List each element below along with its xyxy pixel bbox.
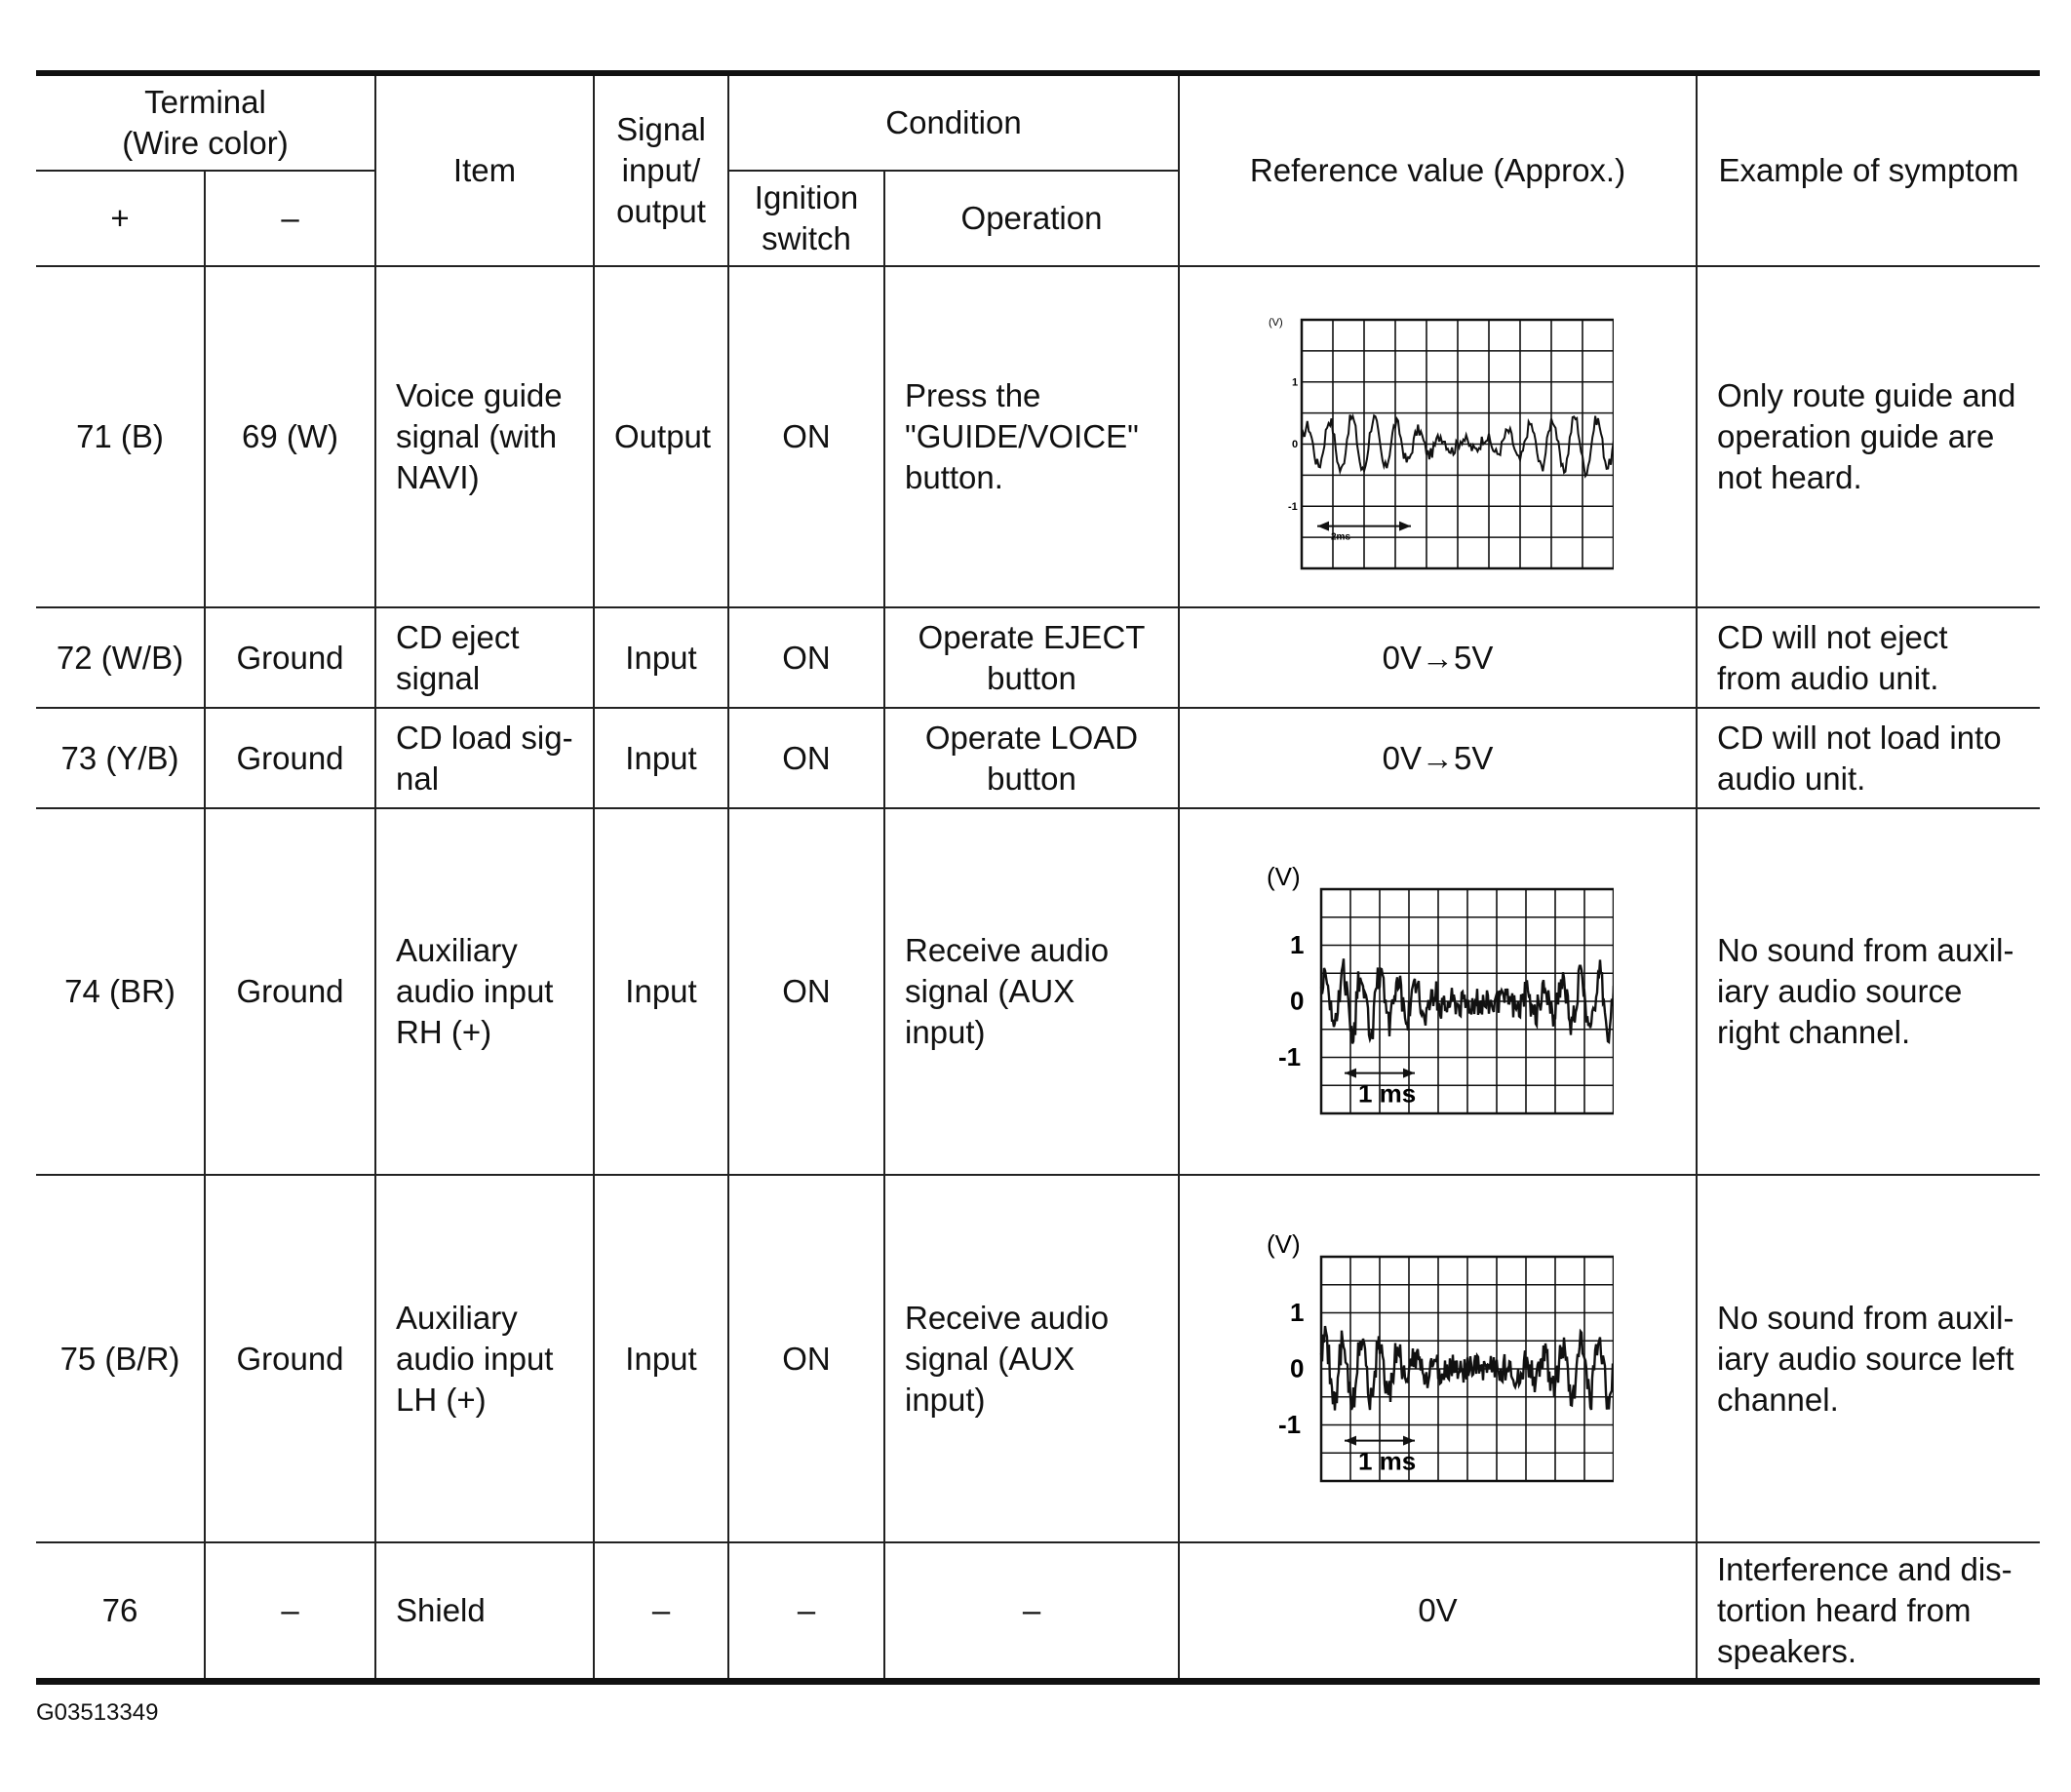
operation: Operate EJECT button	[884, 607, 1179, 708]
waveform-tick-mid: 0	[1289, 1353, 1304, 1383]
terminal-plus: 76	[36, 1542, 205, 1682]
time-scale-label: 1 ms	[1357, 1446, 1416, 1476]
example-symptom: CD will not eject from audio unit.	[1697, 607, 2040, 708]
terminal-plus: 72 (W/B)	[36, 607, 205, 708]
terminal-reference-sheet	[36, 70, 2040, 1685]
waveform-tick-bottom: -1	[1287, 500, 1298, 513]
example-symptom: Interference and dis- tortion heard from speakers.	[1697, 1542, 2040, 1682]
example-symptom: CD will not load into audio unit.	[1697, 708, 2040, 808]
header-plus: +	[36, 171, 205, 266]
item-description: Voice guide signal (with NAVI)	[375, 266, 594, 607]
signal-io: Output	[594, 266, 728, 607]
table-row	[36, 708, 2040, 808]
table-row	[36, 266, 2040, 607]
terminal-minus: Ground	[205, 808, 375, 1175]
oscilloscope-waveform	[1263, 860, 1614, 1123]
reference-value	[1179, 607, 1697, 708]
item-description: Shield	[375, 1542, 594, 1682]
header-condition: Condition	[728, 73, 1179, 171]
terminal-plus: 74 (BR)	[36, 808, 205, 1175]
terminal-minus: –	[205, 1542, 375, 1682]
item-description: CD eject signal	[375, 607, 594, 708]
reference-value-text: 0V	[1418, 1592, 1458, 1628]
terminal-minus: Ground	[205, 607, 375, 708]
reference-value-text: 0V→5V	[1382, 639, 1494, 676]
operation: Receive audio signal (AUX input)	[884, 808, 1179, 1175]
example-symptom: No sound from auxil- iary audio source right channel.	[1697, 808, 2040, 1175]
reference-value	[1179, 708, 1697, 808]
example-symptom: No sound from auxil- iary audio source left channel.	[1697, 1175, 2040, 1542]
item-description: CD load sig- nal	[375, 708, 594, 808]
waveform-tick-mid: 0	[1291, 439, 1298, 451]
waveform-tick-top: 1	[1289, 930, 1304, 960]
signal-io: Input	[594, 808, 728, 1175]
header-signal-io: Signal input/ output	[594, 73, 728, 266]
terminal-plus: 71 (B)	[36, 266, 205, 607]
table-row	[36, 607, 2040, 708]
waveform-tick-bottom: -1	[1277, 1409, 1301, 1439]
table-body	[36, 266, 2040, 1682]
waveform-tick-mid: 0	[1289, 986, 1304, 1016]
ignition-switch: ON	[728, 808, 884, 1175]
operation: Press the "GUIDE/VOICE" button.	[884, 266, 1179, 607]
reference-value	[1179, 1542, 1697, 1682]
table-row	[36, 1175, 2040, 1542]
terminal-minus: 69 (W)	[205, 266, 375, 607]
waveform-unit-label: (V)	[1268, 317, 1283, 329]
ignition-switch: ON	[728, 266, 884, 607]
signal-io: Input	[594, 708, 728, 808]
terminal-minus: Ground	[205, 708, 375, 808]
header-ignition: Ignition switch	[728, 171, 884, 266]
signal-io: –	[594, 1542, 728, 1682]
time-marker-arrow-right	[1399, 522, 1411, 531]
waveform-tick-bottom: -1	[1277, 1042, 1301, 1072]
terminal-table	[36, 70, 2040, 1685]
time-scale-label: 2ms	[1330, 531, 1350, 543]
ignition-switch: –	[728, 1542, 884, 1682]
header-minus: –	[205, 171, 375, 266]
figure-code: G03513349	[36, 1699, 159, 1726]
time-scale-label: 1 ms	[1357, 1078, 1416, 1109]
waveform-unit-label: (V)	[1266, 862, 1301, 891]
header-terminal: Terminal (Wire color)	[36, 73, 375, 171]
operation: –	[884, 1542, 1179, 1682]
item-description: Auxiliary audio input LH (+)	[375, 1175, 594, 1542]
example-symptom: Only route guide and operation guide are not heard.	[1697, 266, 2040, 607]
item-description: Auxiliary audio input RH (+)	[375, 808, 594, 1175]
terminal-minus: Ground	[205, 1175, 375, 1542]
signal-io: Input	[594, 607, 728, 708]
table-row	[36, 1542, 2040, 1682]
header-item: Item	[375, 73, 594, 266]
waveform-tick-top: 1	[1291, 376, 1298, 389]
header-operation: Operation	[884, 171, 1179, 266]
header-reference: Reference value (Approx.)	[1179, 73, 1697, 266]
reference-value-text: 0V→5V	[1382, 739, 1494, 776]
header-symptom: Example of symptom	[1697, 73, 2040, 266]
signal-io: Input	[594, 1175, 728, 1542]
operation: Operate LOAD button	[884, 708, 1179, 808]
reference-value	[1179, 808, 1697, 1175]
oscilloscope-waveform	[1263, 1227, 1614, 1491]
time-marker-arrow-left	[1317, 522, 1329, 531]
waveform-tick-top: 1	[1289, 1297, 1304, 1327]
terminal-plus: 73 (Y/B)	[36, 708, 205, 808]
terminal-plus: 75 (B/R)	[36, 1175, 205, 1542]
operation: Receive audio signal (AUX input)	[884, 1175, 1179, 1542]
waveform-unit-label: (V)	[1266, 1228, 1301, 1259]
ignition-switch: ON	[728, 708, 884, 808]
oscilloscope-waveform	[1263, 300, 1614, 573]
ignition-switch: ON	[728, 607, 884, 708]
reference-value	[1179, 266, 1697, 607]
ignition-switch: ON	[728, 1175, 884, 1542]
reference-value	[1179, 1175, 1697, 1542]
table-row	[36, 808, 2040, 1175]
